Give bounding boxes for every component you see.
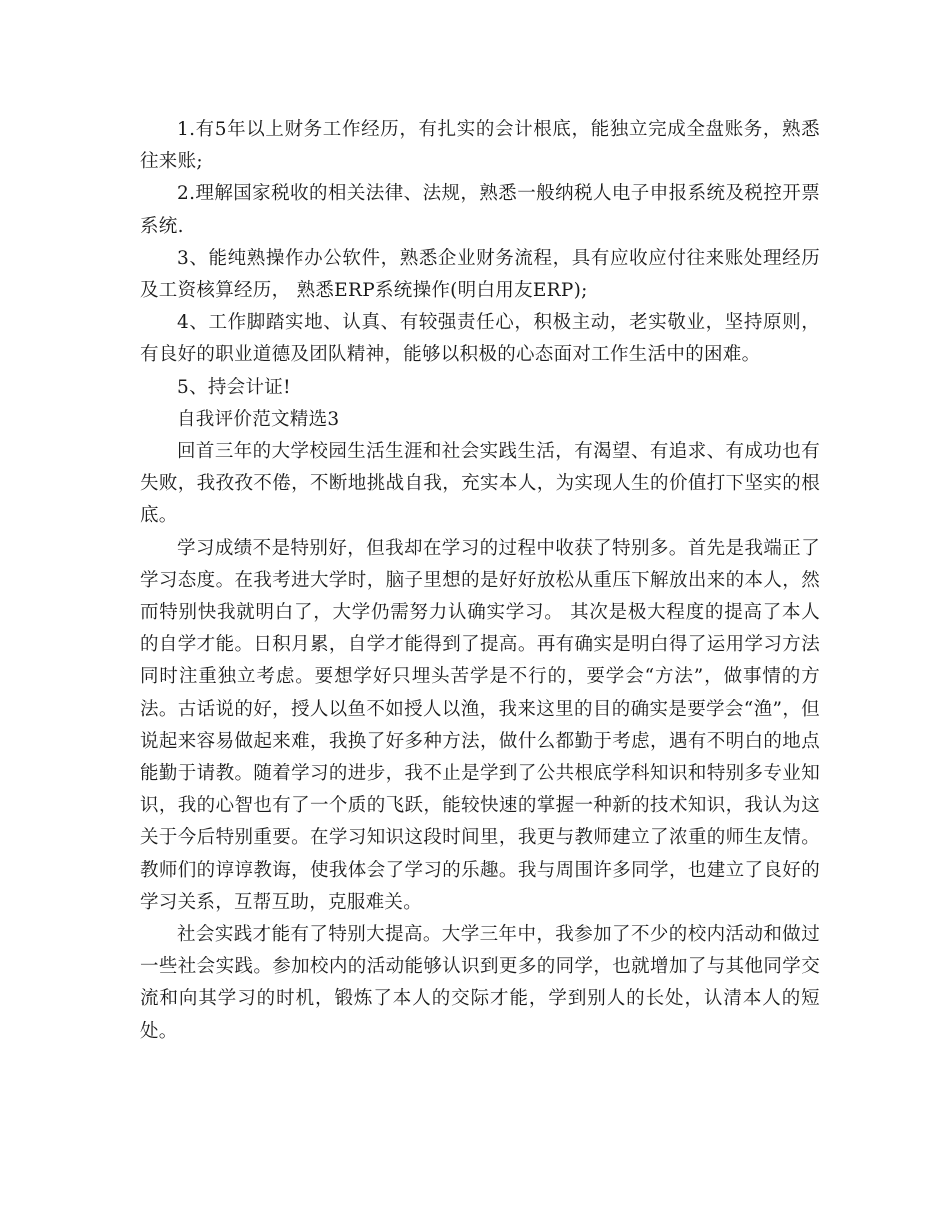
requirement-item-1: 1.有5年以上财务工作经历，有扎实的会计根底，能独立完成全盘账务，熟悉往来账;	[140, 119, 820, 173]
section-paragraph-1: 回首三年的大学校园生活生涯和社会实践生活，有渴望、有追求、有成功也有失败，我孜孜不倦，不断地挑战自我，充实本人，为实现人生的价值打下坚实的根底。	[140, 441, 820, 527]
section-title: 自我评价范文精选3	[177, 408, 340, 430]
requirement-item-4: 4、工作脚踏实地、认真、有较强责任心，积极主动，老实敬业，坚持原则，有良好的职业道德及团队精神，能够以积极的心态面对工作生活中的困难。	[140, 312, 820, 366]
section-paragraph-2: 学习成绩不是特别好，但我却在学习的过程中收获了特别多。首先是我端正了学习态度。在我考进大学时，脑子里想的是好好放松从重压下解放出来的本人，然而特别快我就明白了，大学仍需努力认确实学习。 其次是极大程度的提高了本人的自学才能。日积月累，自学才能得到了提高。再有确实是明白得了运用学习方法同时注重独立考虑。要想学好只埋头苦学是不行的，要学会“方法”，做事情的方法。古话说的好，授人以鱼不如授人以渔，我来这里的目的确实是要学会“渔”，但说起来容易做起来难，我换了好多种方法，做什么都勤于考虑，遇有不明白的地点能勤于请教。随着学习的进步，我不止是学到了公共根底学科知识和特别多专业知识，我的心智也有了一个质的飞跃，能较快速的掌握一种新的技术知识，我认为这关于今后特别重要。在学习知识这段时间里，我更与教师建立了浓重的师生友情。教师们的谆谆教诲，使我体会了学习的乐趣。我与周围许多同学，也建立了良好的学习关系，互帮互助，克服难关。	[140, 537, 820, 913]
requirement-item-2: 2.理解国家税收的相关法律、法规，熟悉一般纳税人电子申报系统及税控开票系统.	[140, 183, 820, 237]
requirement-item-5: 5、持会计证!	[177, 376, 291, 398]
section-paragraph-3: 社会实践才能有了特别大提高。大学三年中，我参加了不少的校内活动和做过一些社会实践。参加校内的活动能够认识到更多的同学，也就增加了与其他同学交流和向其学习的时机，锻炼了本人的交际才能，学到别人的长处，认清本人的短处。	[140, 924, 820, 1042]
requirement-item-3: 3、能纯熟操作办公软件，熟悉企业财务流程，具有应收应付往来账处理经历及工资核算经历， 熟悉ERP系统操作(明白用友ERP);	[140, 247, 820, 302]
document-body	[140, 114, 820, 1048]
